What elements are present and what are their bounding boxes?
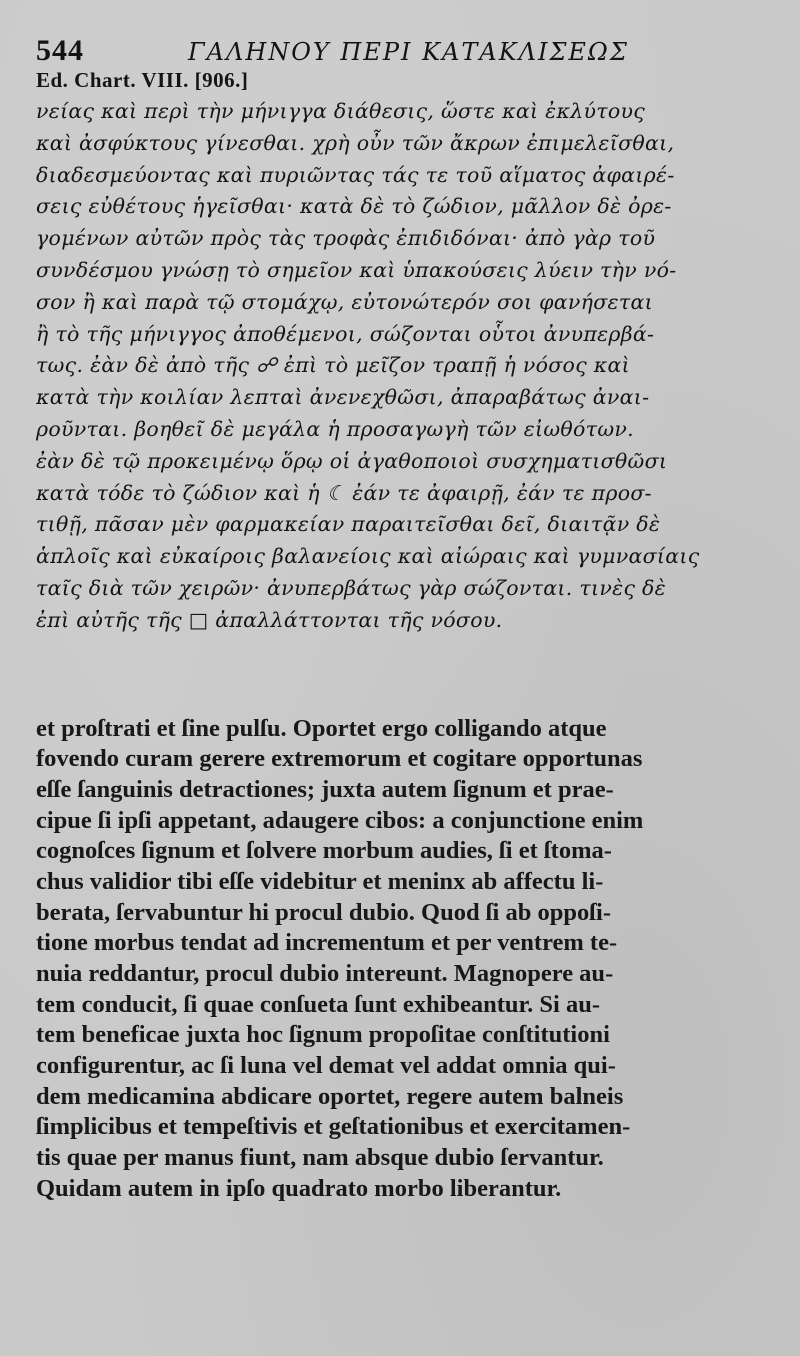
greek-text-line: διαδεσμεύοντας καὶ πυριῶντας τάς τε τοῦ αἵματος ἀφαιρέ- — [36, 162, 675, 187]
latin-text-block — [36, 714, 772, 1205]
latin-text-line: et proſtrati et ſine pulſu. Oportet ergo colligando atque — [36, 714, 607, 742]
greek-text-line: ἐὰν δὲ τῷ προκειμένῳ ὅρῳ οἱ ἀγαθοποιοὶ συσχηματισθῶσι — [36, 448, 668, 473]
latin-text-line: cognoſces ſignum et ſolvere morbum audies, ſi et ſtoma- — [36, 837, 612, 865]
latin-text-line: tis quae per manus fiunt, nam absque dubio ſervantur. — [36, 1144, 604, 1172]
latin-text-line: tem conducit, ſi quae conſueta ſunt exhibeantur. Si au- — [36, 990, 601, 1018]
greek-text-block — [36, 96, 772, 637]
greek-text-line: σεις εὐθέτους ἡγεῖσθαι· κατὰ δὲ τὸ ζώδιον, μᾶλλον δὲ ὀρε- — [36, 194, 672, 219]
latin-text-line: tem beneficae juxta hoc ſignum propoſitae conſtitutioni — [36, 1021, 610, 1049]
greek-text-line: τως. ἐὰν δὲ ἀπὸ τῆς ☍ ἐπὶ τὸ μεῖζον τραπῇ ἡ νόσος καὶ — [36, 353, 631, 378]
latin-text-line: berata, ſervabuntur hi procul dubio. Quod ſi ab oppoſi- — [36, 898, 611, 926]
greek-text-line: καὶ ἀσφύκτους γίνεσθαι. χρὴ οὖν τῶν ἄκρων ἐπιμελεῖσθαι, — [36, 130, 675, 155]
greek-text-line: συνδέσμου γνώσῃ τὸ σημεῖον καὶ ὑπακούσεις λύειν τὴν νό- — [36, 257, 677, 282]
latin-text-line: fovendo curam gerere extremorum et cogitare opportunas — [36, 745, 643, 773]
greek-text-line: ἐπὶ αὐτῆς τῆς □ ἀπαλλάττονται τῆς νόσου. — [36, 607, 503, 632]
greek-text-line: ἁπλοῖς καὶ εὐκαίροις βαλανείοις καὶ αἰώραις καὶ γυμνασίαις — [36, 544, 700, 569]
greek-text-line: νείας καὶ περὶ τὴν μήνιγγα διάθεσις, ὥστε καὶ ἐκλύτους — [36, 99, 646, 123]
latin-text-line: ſimplicibus et tempeſtivis et geſtationibus et exercitamen- — [36, 1113, 631, 1141]
greek-text-line: γομένων αὐτῶν πρὸς τὰς τροφὰς ἐπιδιδόναι· ἀπὸ γὰρ τοῦ — [36, 226, 656, 251]
latin-text-line: nuia reddantur, procul dubio intereunt. Magnopere au- — [36, 960, 614, 988]
greek-text-line: κατὰ τὴν κοιλίαν λεπταὶ ἀνενεχθῶσι, ἀπαραβάτως ἀναι- — [36, 385, 650, 410]
page-number: 544 — [36, 34, 84, 67]
running-head: ΓΑΛΗΝΟΥ ΠΕΡΙ ΚΑΤΑΚΛΙΣΕΩΣ — [188, 38, 629, 66]
page-header — [36, 30, 772, 67]
latin-text-line: chus validior tibi eſſe videbitur et meninx ab affectu li- — [36, 867, 604, 895]
latin-text-line: Quidam autem in ipſo quadrato morbo liberantur. — [36, 1174, 562, 1202]
latin-text-line: dem medicamina abdicare oportet, regere autem balneis — [36, 1082, 624, 1110]
latin-text-line: tione morbus tendat ad incrementum et per ventrem te- — [36, 929, 618, 957]
latin-text-line: eſſe ſanguinis detractiones; juxta autem ſignum et prae- — [36, 775, 614, 803]
greek-text-line: τιθῇ, πᾶσαν μὲν φαρμακείαν παραιτεῖσθαι δεῖ, διαιτᾷν δὲ — [36, 512, 661, 537]
greek-text-line: κατὰ τόδε τὸ ζώδιον καὶ ἡ ☾ ἐάν τε ἀφαιρῇ, ἐάν τε προσ- — [36, 480, 652, 505]
latin-text-line: configurentur, ac ſi luna vel demat vel addat omnia qui- — [36, 1052, 616, 1080]
greek-text-line: ταῖς διὰ τῶν χειρῶν· ἀνυπερβάτως γὰρ σώζονται. τινὲς δὲ — [36, 575, 666, 600]
edition-reference: Ed. Chart. VIII. [906.] — [36, 68, 249, 92]
greek-text-line: σον ἢ καὶ παρὰ τῷ στομάχῳ, εὐτονώτερόν σοι φανήσεται — [36, 289, 653, 314]
greek-text-line: ροῦνται. βοηθεῖ δὲ μεγάλα ἡ προσαγωγὴ τῶν εἰωθότων. — [36, 416, 634, 441]
greek-text-line: ἢ τὸ τῆς μήνιγγος ἀποθέμενοι, σώζονται οὗτοι ἀνυπερβά- — [36, 321, 655, 346]
latin-text-line: cipue ſi ipſi appetant, adaugere cibos: a conjunctione enim — [36, 806, 644, 834]
